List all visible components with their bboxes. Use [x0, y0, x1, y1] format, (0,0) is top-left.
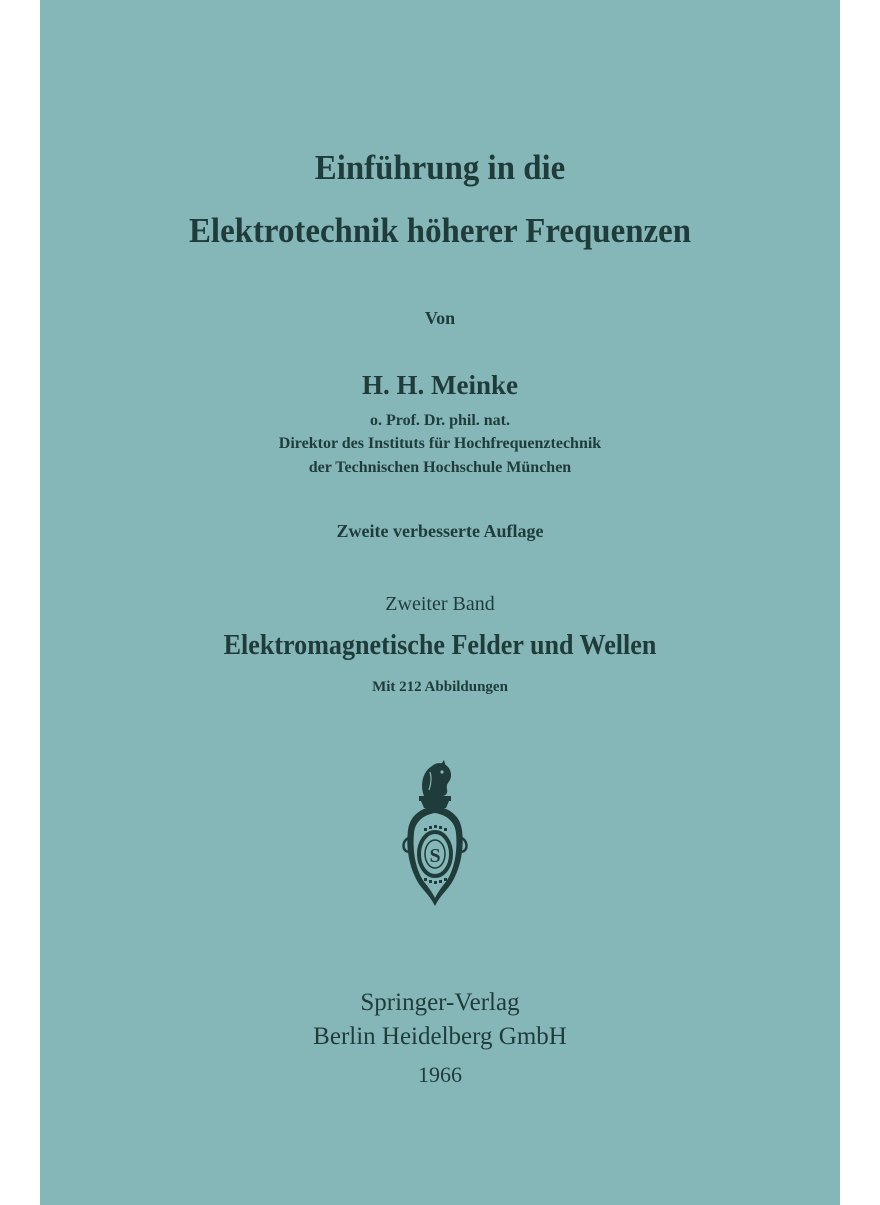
byline: Von [424, 308, 456, 328]
volume-subtitle: Elektromagnetische Felder und Wellen [223, 629, 657, 661]
svg-text:S: S [429, 845, 441, 867]
springer-knight-emblem-icon [402, 758, 468, 918]
volume-label: Zweiter Band [385, 593, 495, 615]
publisher-location: Berlin Heidelberg GmbH [313, 1023, 567, 1050]
author-degree: o. Prof. Dr. phil. nat. [369, 412, 510, 429]
figure-count: Mit 212 Abbildungen [372, 679, 508, 695]
author-position-line-1: Direktor des Instituts für Hochfrequenztechnik [278, 435, 602, 452]
title-line-1: Einführung in die [314, 148, 566, 187]
title-line-2: Elektrotechnik höherer Frequenzen [188, 211, 692, 250]
publisher-name: Springer-Verlag [360, 989, 520, 1016]
author-position-line-2: der Technischen Hochschule München [308, 459, 572, 476]
publication-year: 1966 [418, 1062, 462, 1087]
edition: Zweite verbesserte Auflage [336, 521, 544, 541]
author-name: H. H. Meinke [362, 370, 518, 400]
book-cover [40, 0, 840, 1205]
